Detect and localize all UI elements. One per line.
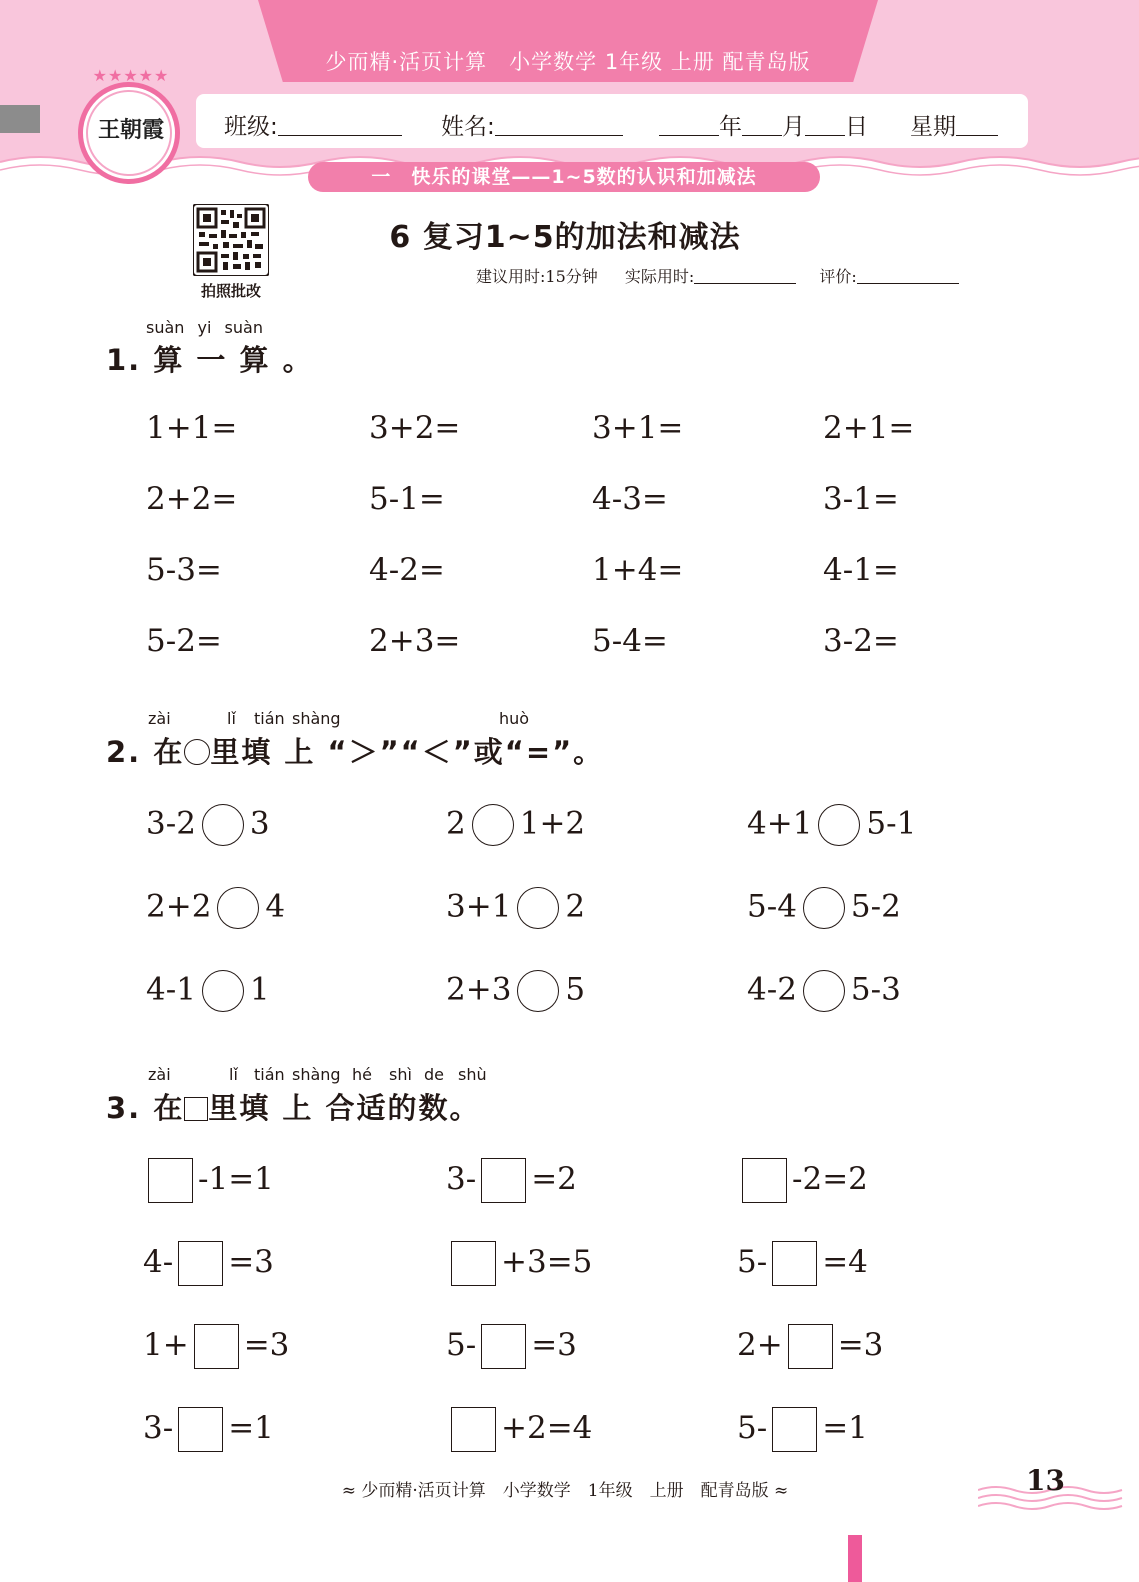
section3-text-a: 在: [153, 1091, 185, 1125]
section1-number: 1.: [106, 343, 142, 377]
s1-expr-r2c3: 4-3=: [592, 481, 668, 517]
pinyin-tian-3: tián: [254, 1065, 285, 1084]
s3-item-9: [737, 1324, 883, 1369]
compare-circle[interactable]: [803, 887, 845, 929]
mini-circle-icon: [184, 739, 210, 765]
s2-right: 5-3: [850, 971, 901, 1008]
answer-box[interactable]: [178, 1407, 223, 1452]
section2-title: [106, 730, 604, 771]
s2-right: 1+2: [519, 805, 586, 842]
s2-item-9: [747, 970, 901, 1012]
s2-left: 3-2: [146, 805, 196, 842]
s2-left: 3+1: [446, 888, 512, 925]
s3-pre: 5-: [446, 1327, 477, 1363]
section3-text-b: 里填 上 合适的数。: [208, 1091, 481, 1125]
s3-item-4: [143, 1241, 274, 1286]
s3-post: =1: [822, 1410, 868, 1446]
s3-post: =3: [837, 1327, 884, 1363]
s3-pre: 4-: [143, 1244, 174, 1280]
weekday-label: 星期: [910, 114, 956, 140]
s3-item-8: [446, 1324, 577, 1369]
name-blank[interactable]: [495, 113, 623, 136]
rating-label: 评价:: [819, 267, 857, 286]
s3-item-6: [737, 1241, 868, 1286]
mini-square-icon: [184, 1097, 208, 1121]
s3-post: =1: [228, 1410, 274, 1446]
answer-box[interactable]: [742, 1158, 787, 1203]
s3-pre: 5-: [737, 1410, 768, 1446]
suggested-time: 建议用时:15分钟: [476, 267, 598, 286]
section1-title: [106, 338, 314, 379]
actual-time-blank[interactable]: [694, 267, 796, 284]
s2-item-2: [446, 804, 585, 846]
s3-pre: 5-: [737, 1244, 768, 1280]
s3-pre: 1+: [143, 1327, 189, 1363]
pinyin-shang-2: shàng: [292, 709, 341, 728]
pinyin-shang-3: shàng: [292, 1065, 341, 1084]
s1-expr-r2c1: 2+2=: [146, 481, 238, 517]
s1-expr-r3c4: 4-1=: [823, 552, 899, 588]
s2-left: 4+1: [747, 805, 813, 842]
s2-left: 5-4: [747, 888, 797, 925]
pinyin-suan-1: suàn: [146, 318, 185, 337]
answer-box[interactable]: [451, 1241, 496, 1286]
s1-expr-r4c4: 3-2=: [823, 623, 899, 659]
s1-expr-r1c4: 2+1=: [823, 410, 915, 446]
pinyin-tian-2: tián: [254, 709, 285, 728]
actual-time-label: 实际用时:: [624, 267, 695, 286]
section1-pinyin: [146, 318, 263, 337]
answer-box[interactable]: [148, 1158, 193, 1203]
date-field[interactable]: [659, 108, 868, 141]
s3-post: +3=5: [501, 1244, 593, 1280]
year-label: 年: [719, 114, 742, 140]
s1-expr-r2c4: 3-1=: [823, 481, 899, 517]
s3-item-11: [446, 1407, 592, 1452]
s1-expr-r4c1: 5-2=: [146, 623, 222, 659]
month-label: 月: [782, 114, 805, 140]
answer-box[interactable]: [788, 1324, 833, 1369]
class-field[interactable]: [224, 108, 402, 141]
section3-title: [106, 1086, 481, 1127]
answer-box[interactable]: [178, 1241, 223, 1286]
s3-pre: 3-: [446, 1161, 477, 1197]
s2-left: 4-1: [146, 971, 196, 1008]
answer-box[interactable]: [772, 1241, 817, 1286]
compare-circle[interactable]: [517, 887, 559, 929]
compare-circle[interactable]: [818, 804, 860, 846]
name-label: 姓名:: [441, 114, 495, 140]
page-number: 13: [1026, 1464, 1065, 1497]
pinyin-he: hé: [352, 1065, 372, 1084]
month-blank[interactable]: [742, 113, 782, 136]
bottom-tab-mark: [848, 1535, 862, 1582]
weekday-blank[interactable]: [956, 113, 998, 136]
s2-right: 5-1: [866, 805, 917, 842]
s2-right: 4: [265, 888, 286, 925]
s1-expr-r1c3: 3+1=: [592, 410, 684, 446]
s1-expr-r3c1: 5-3=: [146, 552, 222, 588]
answer-box[interactable]: [481, 1324, 526, 1369]
answer-box[interactable]: [194, 1324, 239, 1369]
name-field[interactable]: [441, 108, 623, 141]
header-title: 少而精·活页计算 小学数学 1年级 上册 配青岛版: [325, 50, 811, 74]
s3-pre: 2+: [737, 1327, 783, 1363]
answer-box[interactable]: [772, 1407, 817, 1452]
pinyin-suan-2: suàn: [224, 318, 263, 337]
s2-right: 2: [565, 888, 586, 925]
lesson-title: 6 复习1~5的加法和减法: [389, 220, 741, 255]
day-label: 日: [845, 114, 868, 140]
day-blank[interactable]: [805, 113, 845, 136]
pinyin-shu: shù: [458, 1065, 487, 1084]
section2-number: 2.: [106, 735, 142, 769]
s1-expr-r3c3: 1+4=: [592, 552, 684, 588]
s3-post: =4: [822, 1244, 868, 1280]
s2-left: 2+3: [446, 971, 512, 1008]
unit-banner: 一 快乐的课堂——1~5数的认识和加减法: [308, 162, 820, 192]
compare-circle[interactable]: [217, 887, 259, 929]
pinyin-zai-2: zài: [148, 709, 171, 728]
s3-item-10: [143, 1407, 274, 1452]
s1-expr-r2c2: 5-1=: [369, 481, 445, 517]
s3-post: =3: [531, 1327, 577, 1363]
s1-expr-r1c2: 3+2=: [369, 410, 461, 446]
section3-number: 3.: [106, 1091, 142, 1125]
s2-item-3: [747, 804, 916, 846]
s3-post: =2: [531, 1161, 577, 1197]
qr-label: 拍照批改: [200, 282, 261, 300]
s2-right: 5: [565, 971, 586, 1008]
s2-item-7: [146, 970, 270, 1012]
s3-post: -1=1: [198, 1161, 274, 1197]
s3-item-1: [143, 1158, 274, 1203]
s2-right: 1: [249, 971, 270, 1008]
compare-circle[interactable]: [202, 970, 244, 1012]
s3-post: =3: [228, 1244, 274, 1280]
logo-text: 王朝霞: [97, 117, 164, 143]
s2-item-4: [146, 887, 285, 929]
section2-text-b: 里填 上 “＞”“＜”或“=”。: [210, 735, 605, 769]
s1-expr-r4c3: 5-4=: [592, 623, 668, 659]
side-mark: [0, 105, 40, 133]
class-label: 班级:: [224, 114, 278, 140]
compare-circle[interactable]: [472, 804, 514, 846]
s3-post: -2=2: [792, 1161, 868, 1197]
section1-text: 算 一 算 。: [153, 343, 314, 377]
logo-stars: ★★★★★: [92, 66, 170, 85]
year-blank[interactable]: [659, 113, 719, 136]
pinyin-li-3: lǐ: [229, 1065, 238, 1084]
s2-item-6: [747, 887, 901, 929]
s2-left: 2: [446, 805, 466, 842]
s1-expr-r1c1: 1+1=: [146, 410, 238, 446]
s1-expr-r3c2: 4-2=: [369, 552, 445, 588]
pinyin-yi: yi: [197, 318, 212, 337]
pinyin-de: de: [424, 1065, 444, 1084]
time-line: [476, 264, 959, 287]
s3-post: =3: [243, 1327, 290, 1363]
s3-item-12: [737, 1407, 868, 1452]
weekday-field[interactable]: [910, 108, 998, 141]
pinyin-zai-3: zài: [148, 1065, 171, 1084]
s2-item-5: [446, 887, 585, 929]
qr-code-icon[interactable]: [193, 204, 269, 276]
compare-circle[interactable]: [202, 804, 244, 846]
s3-item-3: [737, 1158, 868, 1203]
answer-box[interactable]: [451, 1407, 496, 1452]
s3-item-5: [446, 1241, 592, 1286]
s1-expr-r4c2: 2+3=: [369, 623, 461, 659]
s2-item-1: [146, 804, 270, 846]
answer-box[interactable]: [481, 1158, 526, 1203]
compare-circle[interactable]: [803, 970, 845, 1012]
s2-left: 4-2: [747, 971, 797, 1008]
pinyin-huo: huò: [499, 709, 530, 728]
s2-item-8: [446, 970, 585, 1012]
section2-text-a: 在: [153, 735, 185, 769]
pinyin-li-2: lǐ: [227, 709, 236, 728]
s3-post: +2=4: [501, 1410, 593, 1446]
rating-blank[interactable]: [857, 267, 959, 284]
s3-item-2: [446, 1158, 577, 1203]
class-blank[interactable]: [278, 113, 402, 136]
footer-text: ≈ 少而精·活页计算 小学数学 1年级 上册 配青岛版 ≈: [341, 1481, 789, 1501]
s2-right: 3: [249, 805, 270, 842]
s3-pre: 3-: [143, 1410, 174, 1446]
pinyin-shi: shì: [389, 1065, 412, 1084]
s2-left: 2+2: [146, 888, 212, 925]
compare-circle[interactable]: [517, 970, 559, 1012]
s2-right: 5-2: [850, 888, 901, 925]
s3-item-7: [143, 1324, 289, 1369]
